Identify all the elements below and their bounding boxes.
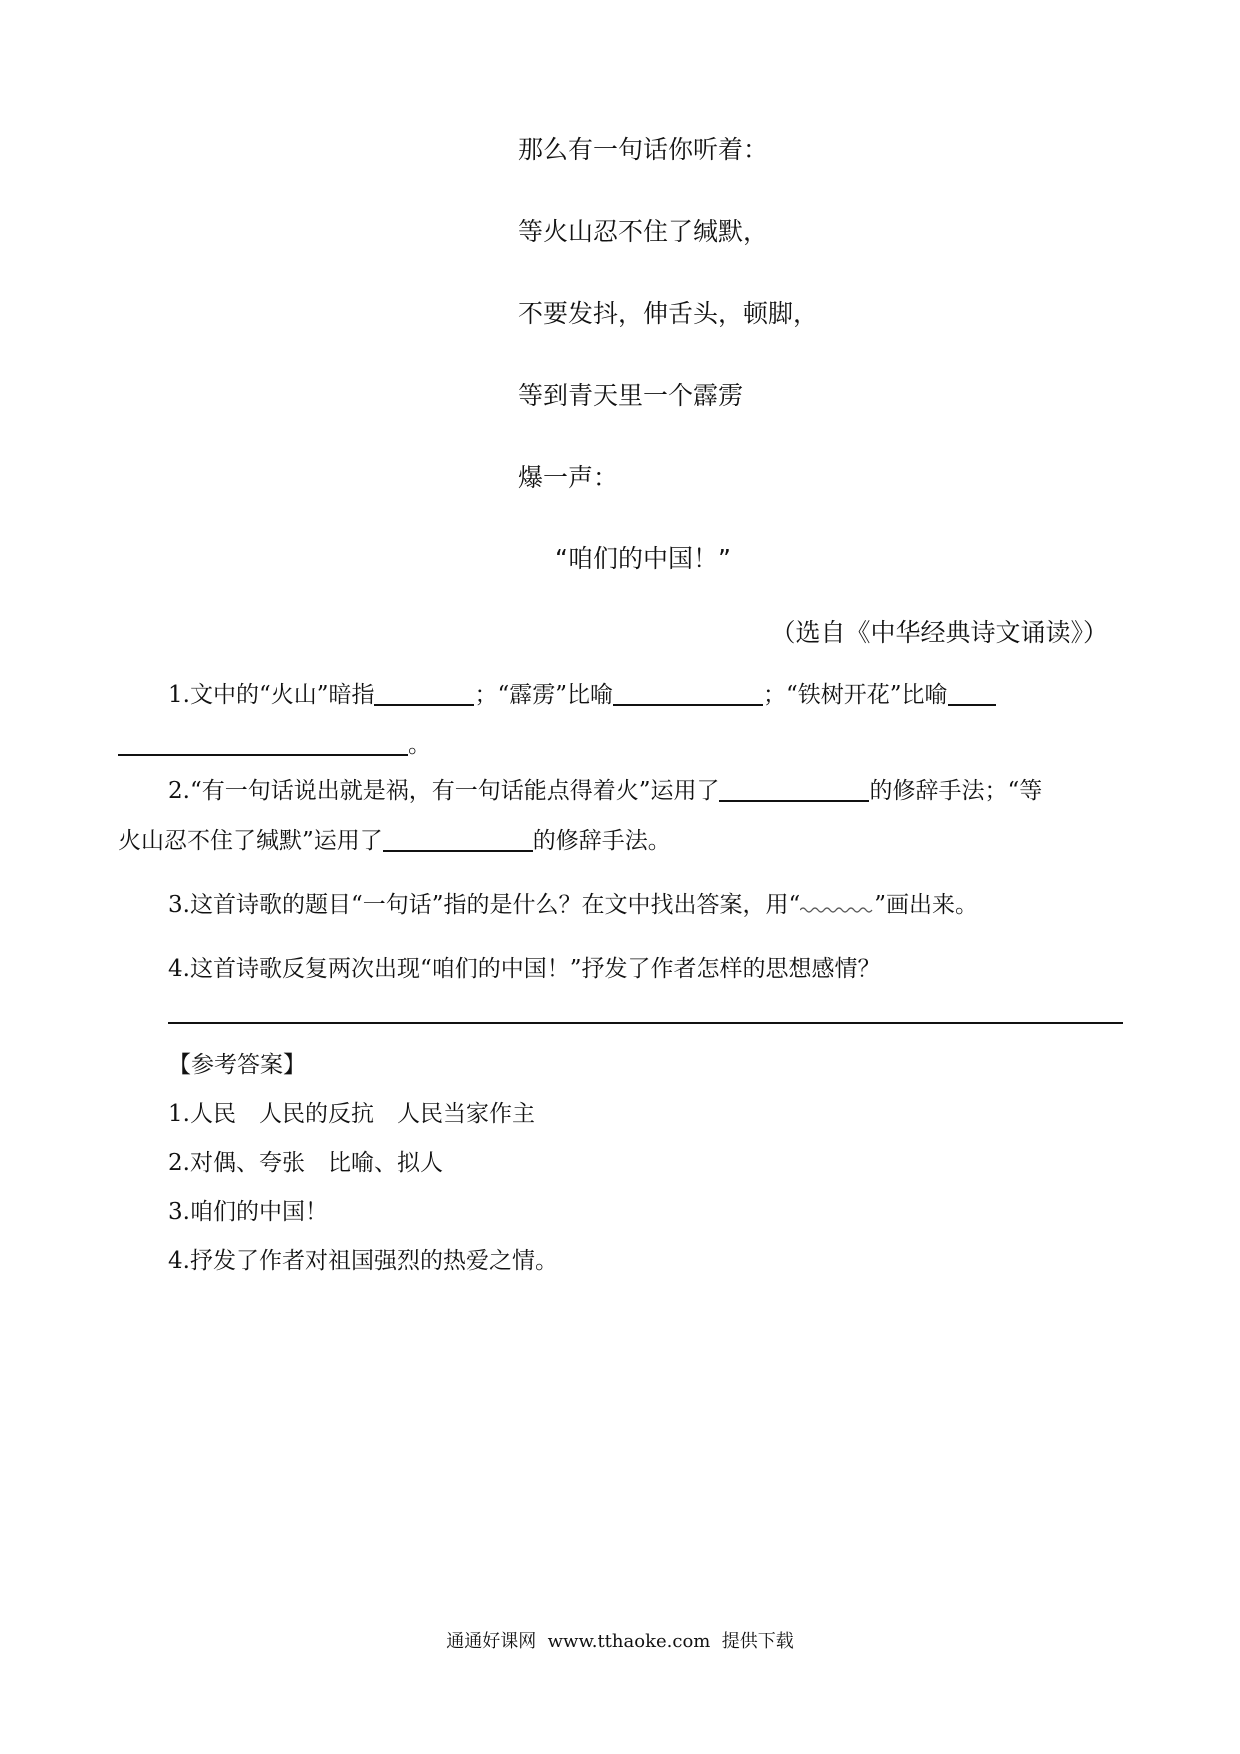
question-2-text-d: 的修辞手法。 [532,828,671,854]
question-4: 4.这首诗歌反复两次出现“咱们的中国！”抒发了作者怎样的思想感情？ [168,956,881,982]
question-1-continued [118,730,1123,760]
answer-blank-1c[interactable] [118,730,408,756]
footer-credit: 通通好课网 www.tthaoke.com 提供下载 [446,1631,794,1652]
question-2 [118,776,1173,806]
answer-blank-1b[interactable] [613,680,763,706]
answers-title: 【参考答案】 [168,1052,306,1078]
answer-blank-1a[interactable] [374,680,474,706]
question-3-text-b: ”画出来。 [874,892,978,918]
question-3 [118,890,1173,920]
poem-line-4: 等到青天里一个霹雳 [518,381,744,410]
question-2-text-b: 的修辞手法；“等 [869,778,1043,804]
poem-line-6: “咱们的中国！” [555,544,731,573]
answer-blank-1c-start[interactable] [948,680,996,706]
answer-blank-2b[interactable] [383,826,533,852]
poem-line-1: 那么有一句话你听着： [518,135,769,164]
question-2-text-a: 2.“有一句话说出就是祸，有一句话能点得着火”运用了 [168,778,720,804]
question-1 [118,680,1173,710]
answer-item-2: 2.对偶、夸张 比喻、拟人 [168,1150,443,1176]
question-2-text-c: 火山忍不住了缄默”运用了 [118,828,383,854]
question-1-text-b: ；“霹雳”比喻 [474,682,613,708]
question-2-continued [118,826,1123,856]
question-1-text-c: ；“铁树开花”比喻 [763,682,948,708]
answer-item-1: 1.人民 人民的反抗 人民当家作主 [168,1101,535,1127]
answer-blank-2a[interactable] [719,776,869,802]
question-3-text-a: 3.这首诗歌的题目“一句话”指的是什么？在文中找出答案，用“ [168,892,801,918]
section-divider [168,1022,1123,1024]
answer-item-3: 3.咱们的中国！ [168,1199,328,1225]
poem-source: （选自《中华经典诗文诵读》） [770,618,1108,647]
question-1-text-a: 1.文中的“火山”暗指 [168,682,375,708]
poem-line-3: 不要发抖，伸舌头，顿脚， [518,299,819,328]
question-1-end: 。 [408,732,431,758]
answer-item-4: 4.抒发了作者对祖国强烈的热爱之情。 [168,1248,558,1274]
poem-line-2: 等火山忍不住了缄默， [518,217,769,246]
poem-line-5: 爆一声： [518,463,619,492]
wavy-underline-icon [800,904,874,914]
